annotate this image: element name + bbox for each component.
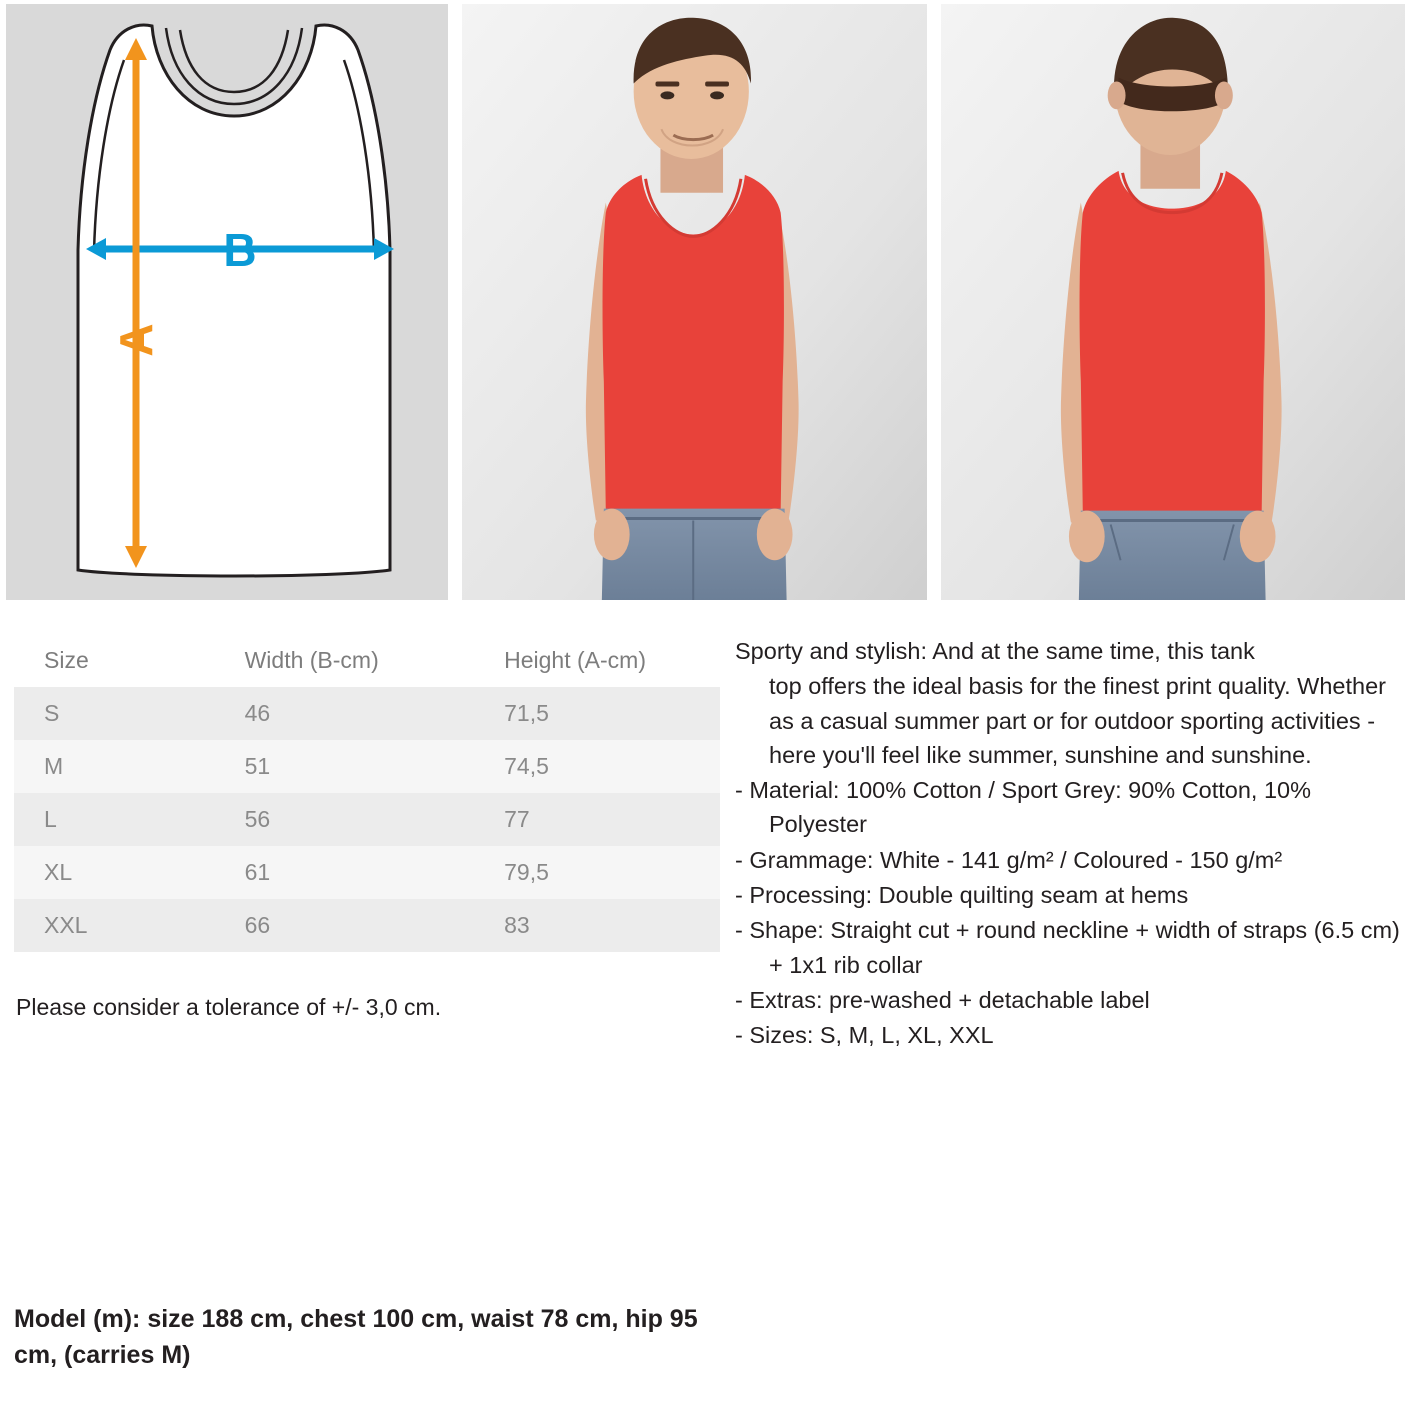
cell-size: XL bbox=[14, 846, 215, 899]
cell-size: L bbox=[14, 793, 215, 846]
model-measurements-note: Model (m): size 188 cm, chest 100 cm, waist 78 cm, hip 95 cm, (carries M) bbox=[14, 1304, 698, 1369]
product-image-row bbox=[0, 0, 1411, 600]
tolerance-note: Please consider a tolerance of +/- 3,0 cm. bbox=[16, 994, 442, 1020]
tank-top-measurement-diagram bbox=[6, 4, 448, 600]
cell-height: 79,5 bbox=[474, 846, 720, 899]
cell-size: XXL bbox=[14, 899, 215, 952]
details-section bbox=[0, 600, 1411, 1054]
cell-height: 74,5 bbox=[474, 740, 720, 793]
cell-width: 61 bbox=[215, 846, 475, 899]
cell-size: M bbox=[14, 740, 215, 793]
table-header-row bbox=[14, 634, 720, 687]
header-width: Width (B-cm) bbox=[215, 634, 475, 687]
size-table-column bbox=[0, 634, 735, 1054]
description-bullet: - Shape: Straight cut + round neckline + width of straps (6.5 cm) + 1x1 rib collar bbox=[735, 917, 1400, 978]
cell-width: 66 bbox=[215, 899, 475, 952]
cell-width: 51 bbox=[215, 740, 475, 793]
model-front-illustration bbox=[462, 4, 926, 600]
size-chart-table bbox=[14, 634, 720, 952]
table-row bbox=[14, 740, 720, 793]
description-bullet: - Material: 100% Cotton / Sport Grey: 90% Cotton, 10% Polyester bbox=[735, 777, 1312, 838]
description-intro-body: top offers the ideal basis for the finest print quality. Whether as a casual summer part or for outdoor sporting activities - here you'll feel like summer, sunshine and sunshine. bbox=[769, 673, 1386, 768]
table-row bbox=[14, 793, 720, 846]
table-row bbox=[14, 687, 720, 740]
description-column bbox=[735, 634, 1411, 1054]
cell-height: 71,5 bbox=[474, 687, 720, 740]
model-back-illustration bbox=[941, 4, 1405, 600]
header-height: Height (A-cm) bbox=[474, 634, 720, 687]
cell-width: 56 bbox=[215, 793, 475, 846]
description-bullet: - Extras: pre-washed + detachable label bbox=[735, 986, 1150, 1013]
cell-size: S bbox=[14, 687, 215, 740]
width-label: B bbox=[223, 224, 257, 276]
table-row bbox=[14, 899, 720, 952]
description-bullet: - Grammage: White - 141 g/m² / Coloured - 150 g/m² bbox=[735, 846, 1283, 873]
header-size: Size bbox=[14, 634, 215, 687]
description-bullet: - Sizes: S, M, L, XL, XXL bbox=[735, 1022, 994, 1049]
description-bullet: - Processing: Double quilting seam at hems bbox=[735, 882, 1189, 909]
product-description bbox=[735, 634, 1401, 1053]
cell-height: 83 bbox=[474, 899, 720, 952]
model-front-photo bbox=[462, 4, 926, 600]
cell-height: 77 bbox=[474, 793, 720, 846]
description-intro-line: Sporty and stylish: And at the same time, this tank bbox=[735, 638, 1255, 664]
measurement-diagram-panel bbox=[6, 4, 448, 600]
table-row bbox=[14, 846, 720, 899]
height-label: A bbox=[110, 323, 162, 357]
cell-width: 46 bbox=[215, 687, 475, 740]
model-back-photo bbox=[941, 4, 1405, 600]
